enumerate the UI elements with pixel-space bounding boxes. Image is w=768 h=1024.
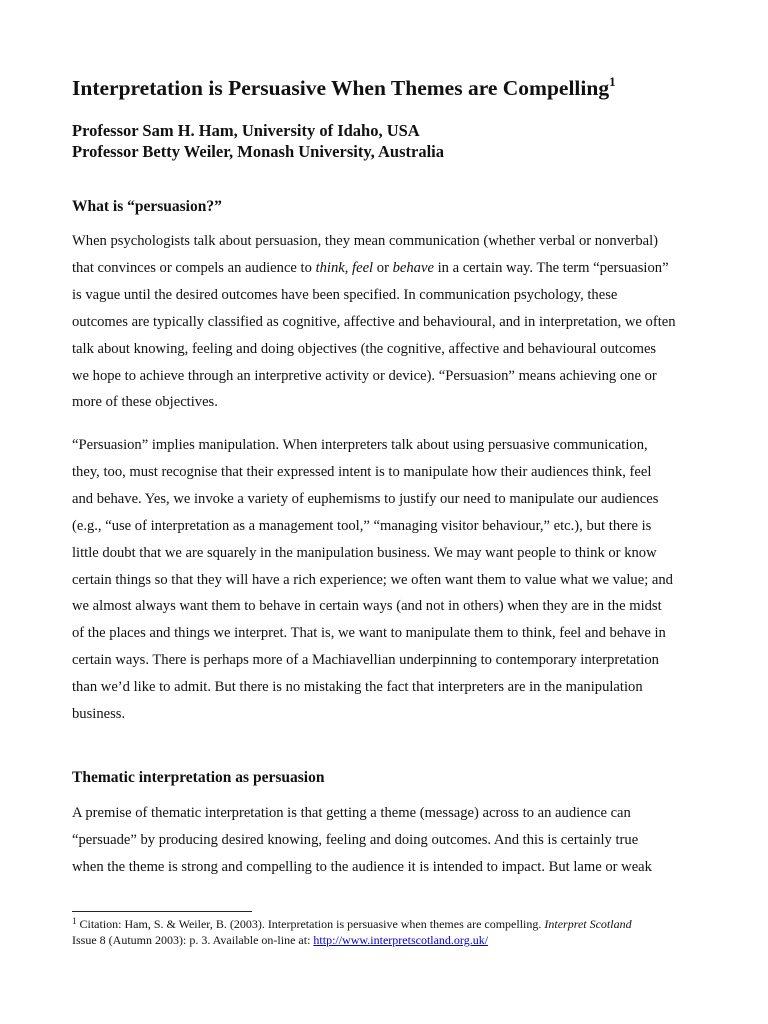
document-title <box>72 74 712 102</box>
text-line: when the theme is strong and compelling to the audience it is intended to impact. But lame or weak <box>72 858 652 875</box>
text-run: in a certain way. The term “persuasion” <box>433 259 669 276</box>
text-line: talk about knowing, feeling and doing objectives (the cognitive, affective and behavioural outcomes <box>72 340 657 357</box>
title-footnote-mark[interactable]: 1 <box>609 74 616 89</box>
text-line: we hope to achieve through an interpretive activity or device). “Persuasion” means achieving one or <box>72 367 657 384</box>
italic-think: think <box>315 259 345 276</box>
text-line: more of these objectives. <box>72 394 218 411</box>
footnote-link[interactable]: http://www.interpretscotland.org.uk/ <box>313 933 489 947</box>
text-line <box>72 255 702 282</box>
footnote-line <box>72 932 712 948</box>
paragraph-what-is-persuasion-1 <box>72 228 702 416</box>
footnote-line <box>72 916 712 932</box>
text-line: (e.g., “use of interpretation as a management tool,” “managing visitor behaviour,” etc.), but there is <box>72 517 652 534</box>
paragraph-thematic-interpretation-1 <box>72 800 702 881</box>
italic-behave: behave <box>392 259 434 276</box>
text-line: of the places and things we interpret. That is, we want to manipulate them to think, feel and behave in <box>72 625 666 642</box>
text-line: and behave. Yes, we invoke a variety of euphemisms to justify our need to manipulate our audiences <box>72 490 659 507</box>
text-run: that convinces or compels an audience to <box>72 259 316 276</box>
text-line: “persuade” by producing desired knowing, feeling and doing outcomes. And this is certainly true <box>72 831 639 848</box>
text-line: we almost always want them to behave in certain ways (and not in others) when they are in the midst <box>72 598 662 615</box>
text-line: business. <box>72 706 126 723</box>
italic-feel: feel <box>352 259 374 276</box>
paragraph-what-is-persuasion-2 <box>72 432 702 728</box>
author-block <box>72 120 444 162</box>
text-line: When psychologists talk about persuasion, they mean communication (whether verbal or nonverbal) <box>72 233 659 249</box>
section-heading-thematic-interpretation: Thematic interpretation as persuasion <box>72 769 325 786</box>
text-line: A premise of thematic interpretation is that getting a theme (message) across to an audience can <box>72 805 631 821</box>
title-text: Interpretation is Persuasive When Themes are Compelling <box>72 76 610 100</box>
text-line: than we’d like to admit. But there is no mistaking the fact that interpreters are in the manipulation <box>72 679 643 696</box>
text-run: or <box>373 259 393 276</box>
footnote-divider <box>72 911 252 912</box>
text-run: Issue 8 (Autumn 2003): p. 3. Available on-line at: <box>72 933 314 947</box>
author-line: Professor Sam H. Ham, University of Idaho, USA <box>72 121 420 140</box>
text-line: certain things so that they will have a rich experience; we often want them to value what we value; and <box>72 571 673 588</box>
italic-journal-name: Interpret Scotland <box>544 917 632 931</box>
text-line: is vague until the desired outcomes have been specified. In communication psychology, these <box>72 286 618 303</box>
text-line: “Persuasion” implies manipulation. When interpreters talk about using persuasive communication, <box>72 437 648 453</box>
text-line: they, too, must recognise that their expressed intent is to manipulate how their audiences think, feel <box>72 463 652 480</box>
author-line: Professor Betty Weiler, Monash University, Australia <box>72 142 444 161</box>
text-run: , <box>344 259 353 276</box>
footnote <box>72 916 712 948</box>
text-line: certain ways. There is perhaps more of a Machiavellian underpinning to contemporary interpretation <box>72 652 659 669</box>
section-heading-what-is-persuasion: What is “persuasion?” <box>72 198 222 215</box>
text-line: outcomes are typically classified as cognitive, affective and behavioural, and in interpretation, we often <box>72 313 676 330</box>
footnote-mark: 1 <box>72 916 77 926</box>
text-run: Citation: Ham, S. & Weiler, B. (2003). Interpretation is persuasive when themes are compelling. <box>76 917 545 931</box>
text-line: little doubt that we are squarely in the manipulation business. We may want people to think or know <box>72 544 657 561</box>
